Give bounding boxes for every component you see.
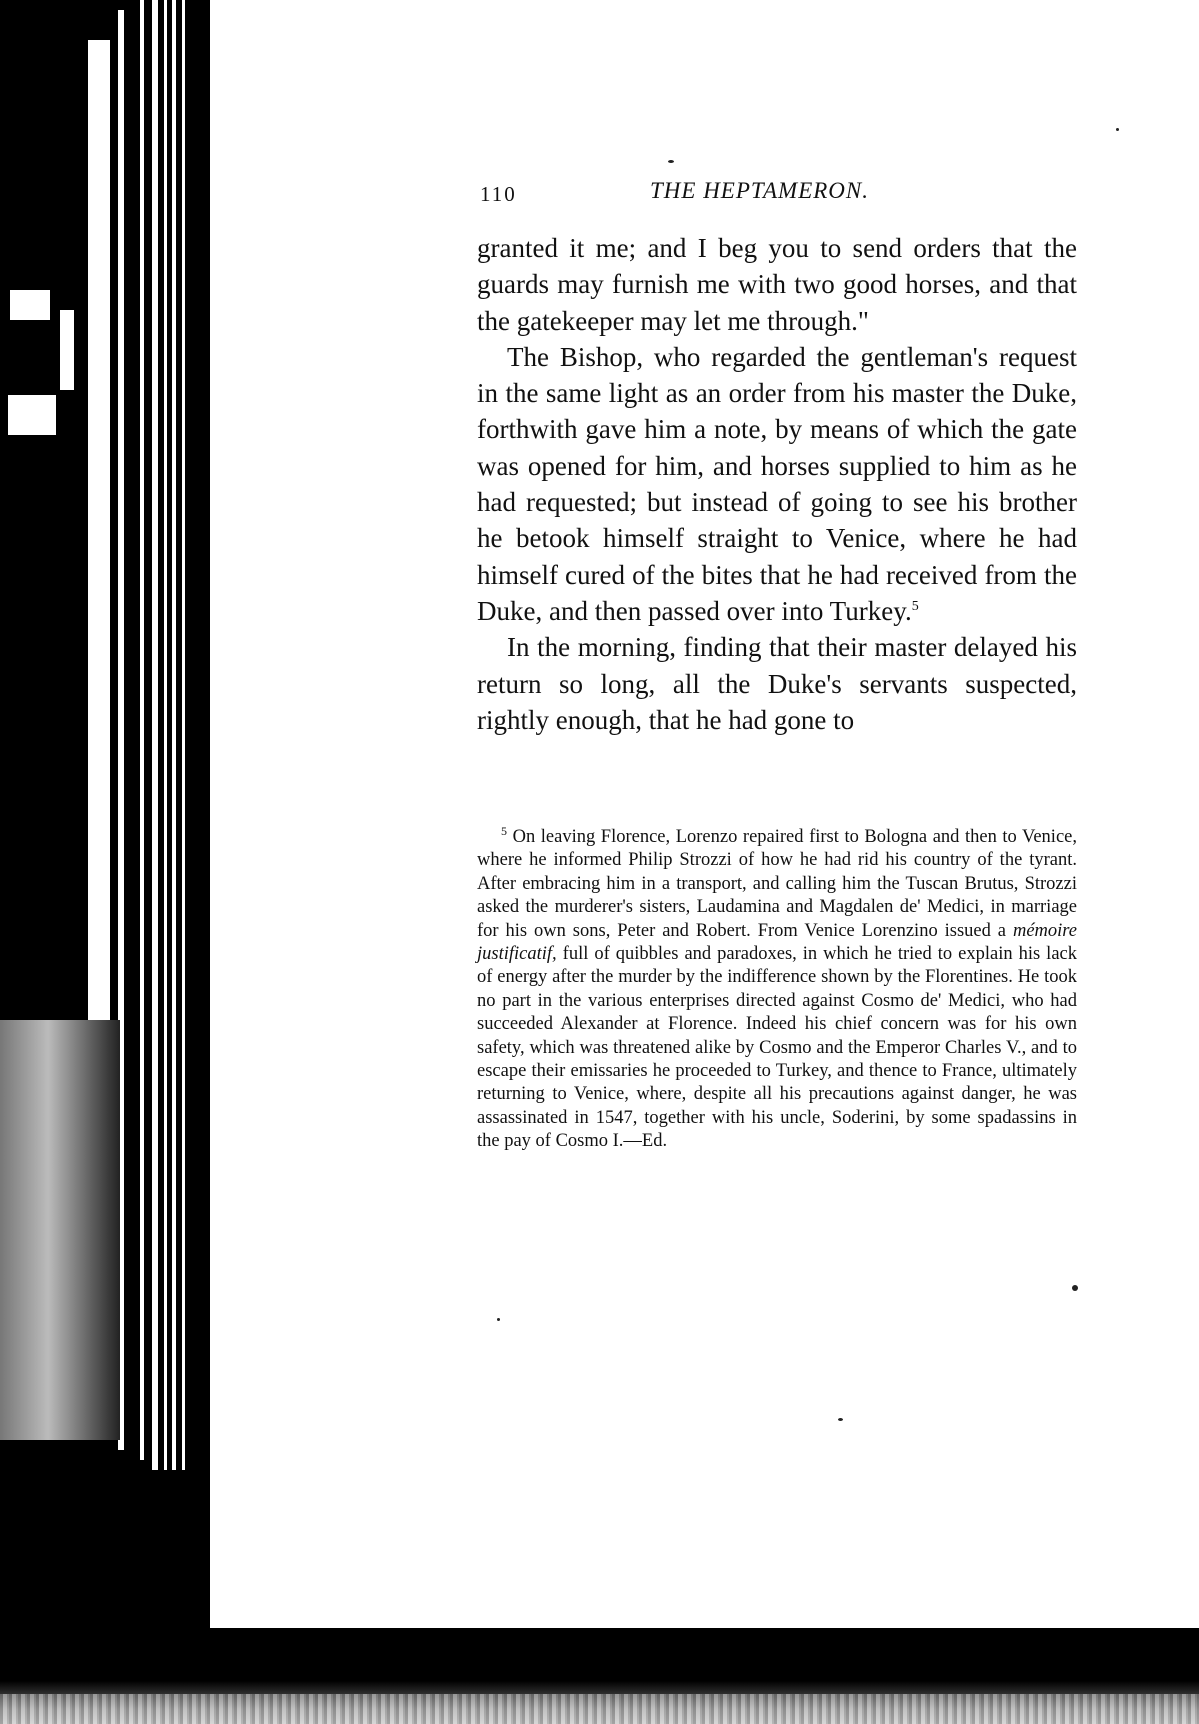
paragraph: In the morning, finding that their master delayed his return so long, all the Duke's servants suspected, rightly enough, that he had gone to (477, 632, 1077, 735)
footnote-reference[interactable]: 5 (911, 598, 919, 614)
scan-speck (1072, 1285, 1078, 1291)
page-number: 110 (480, 182, 517, 206)
paragraph (477, 339, 1077, 629)
scan-speck (838, 1418, 843, 1421)
body-text (477, 230, 1077, 738)
footnote-italic-title: mémoire justificatif, (477, 920, 1077, 965)
paragraph-text: The Bishop, who regarded the gentleman's request in the same light as an order from his master the Duke, forthwith gave him a note, by means of which the gate was opened for him, and horses supplied to him as he had requested; but instead of going to see his brother he betook himself straight to Venice, where he had himself cured of the bites that he had received from the Duke, and then passed over into Turkey. (477, 341, 1077, 626)
paragraph: granted it me; and I beg you to send orders that the guards may furnish me with two good horses, and that the gatekeeper may let me through." (477, 233, 1077, 336)
footnote-text: On leaving Florence, Lorenzo repaired first to Bologna and then to Venice, where he informed Philip Strozzi of how he had rid his country of the tyrant. After embracing him in a transport, and calling him the Tuscan Brutus, Strozzi asked the murderer's sisters, Laudamina and Magdalen de' Medici, in marriage for his own sons, Peter and Robert. From Venice Lorenzino issued a (477, 827, 1077, 941)
scan-bottom-band (0, 1628, 1199, 1724)
running-header (480, 178, 1070, 212)
footnote (477, 823, 1077, 1154)
running-title: THE HEPTAMERON. (650, 178, 870, 203)
scan-speck (1116, 128, 1119, 131)
scan-speck (497, 1318, 500, 1321)
scan-binding-edge (0, 0, 210, 1724)
scan-speck (668, 160, 674, 163)
footnote-marker: 5 (501, 823, 507, 838)
footnote-text: full of quibbles and paradoxes, in which he tried to explain his lack of energy after the murder by the indifference shown by the Florentines. He took no part in the various enterprises directed against Cosmo de' Medici, who had succeeded Alexander at Florence. Indeed his chief concern was for his own safety, which was threatened alike by Cosmo and the Emperor Charles V., and to escape their emissaries he proceeded to Turkey, and thence to France, ultimately returning to Venice, where, despite all his precautions against danger, he was assassinated in 1547, together with his uncle, Soderini, by some spadassins in the pay of Cosmo I.—Ed. (477, 944, 1077, 1152)
